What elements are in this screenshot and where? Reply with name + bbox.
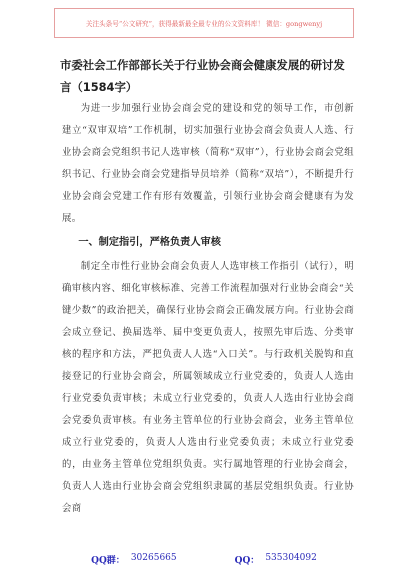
qq-number: 535304092 (265, 553, 317, 563)
qq-group-label: QQ群： (91, 556, 125, 566)
contact-footer (0, 553, 408, 566)
qq-group-contact (91, 553, 177, 566)
promo-banner (54, 8, 354, 38)
document-title-line2: 言（1584字） (60, 80, 138, 94)
qq-label: QQ： (234, 556, 260, 566)
document-title (60, 54, 354, 98)
document-body (62, 54, 354, 520)
section-heading: 一、制定指引，严格负责人审核 (78, 237, 221, 248)
document-title-line1: 市委社会工作部部长关于行业协会商会健康发展的研讨发 (60, 58, 345, 72)
qq-contact (235, 553, 317, 566)
qq-group-number: 30265665 (130, 553, 177, 563)
intro-paragraph: 为进一步加强行业协会商会党的建设和党的领导工作，市创新建立“双审双培”工作机制，切实加强行业协会商会负责人人选、行业协会商会党组织书记人选审核（简称“双审”），行业协会商会党组织书记、行业协会商会党建指导员培养（简称“双培”），不断提升行业协会商会党建工作有形有效覆盖，引领行业协会商会健康有为发展。 (62, 103, 354, 224)
promo-banner-text: 关注头条号“公文研究”，获得最新最全最专业的公文资料库！ 微信：gongwenyj (85, 20, 323, 28)
section-paragraph: 制定全市性行业协会商会负责人人选审核工作指引（试行），明确审核内容、细化审核标准、完善工作流程加强对行业协会商会“关键少数”的政治把关，确保行业协会商会正确发展方向。行业协会商会成立登记、换届选举、届中变更负责人，按照先审后选、分类审核的程序和方法，严把负责人人选“入口关”。与行政机关脱钩和直接登记的行业协会商会，所属领域成立行业党委的，负责人人选由行业党委负责审核；未成立行业党委的，负责人人选由行业协会商会党委负责审核。有业务主管单位的行业协会商会，业务主管单位成立行业党委的，负责人人选由行业党委负责；未成立行业党委的，由业务主管单位党组织负责。实行属地管理的行业协会商会，负责人人选由行业协会商会党组织隶属的基层党组织负责。行业协会商 (62, 261, 354, 514)
